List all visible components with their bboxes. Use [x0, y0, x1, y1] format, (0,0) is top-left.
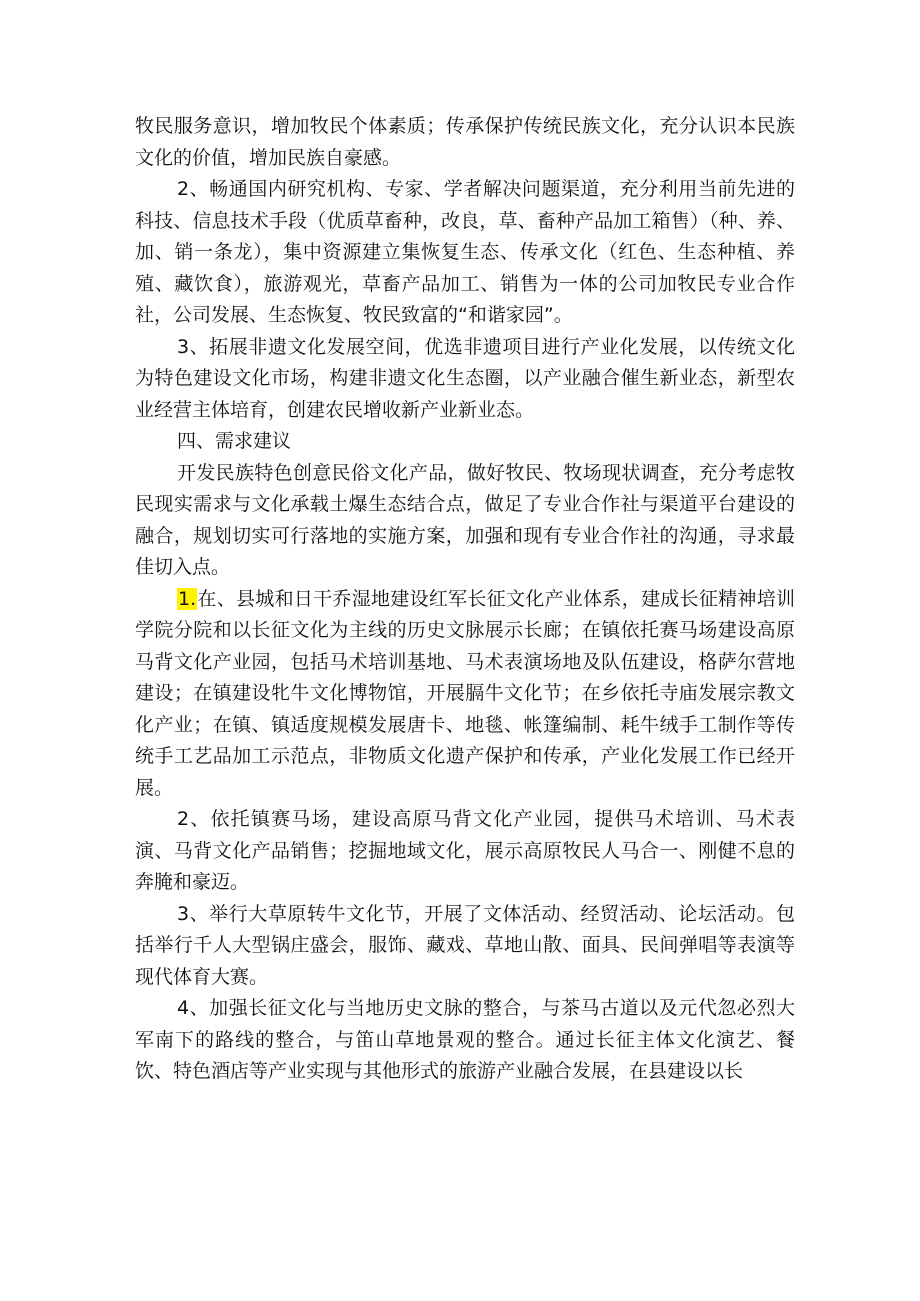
paragraph-research-channels: 2、畅通国内研究机构、专家、学者解决问题渠道，充分利用当前先进的科技、信息技术手段（优质草畜种，改良，草、畜种产品加工箱售）（种、养、加、销一条龙），集中资源建立集恢复生态、传承文化（红色、生态种植、养殖、藏饮食），旅游观光，草畜产品加工、销售为一体的公司加牧民专业合作社，公司发展、生态恢复、牧民致富的“和谐家园”。 — [135, 178, 795, 326]
document-page — [135, 111, 795, 1088]
paragraph-develop-products: 开发民族特色创意民俗文化产品，做好牧民、牧场现状调查，充分考虑牧民现实需求与文化承载土爆生态结合点，做足了专业合作社与渠道平台建设的融合，规划切实可行落地的实施方案，加强和现有专业合作社的沟通，寻求最佳切入点。 — [135, 461, 795, 578]
highlighted-list-marker: 1. — [178, 587, 197, 610]
section-heading-demand-suggestions: 四、需求建议 — [177, 430, 292, 452]
paragraph-culture-festival: 3、举行大草原转牛文化节，开展了文体活动、经贸活动、论坛活动。包括举行千人大型锅庄盛会，服饰、藏戏、草地山散、面具、民间弹唱等表演等现代体育大赛。 — [135, 902, 795, 988]
paragraph-horse-culture: 2、依托镇赛马场，建设高原马背文化产业园，提供马术培训、马术表演、马背文化产品销售；挖掘地域文化，展示高原牧民人马合一、刚健不息的奔腌和豪迈。 — [135, 808, 795, 893]
paragraph-intangible-heritage: 3、拓展非遗文化发展空间，优选非遗项目进行产业化发展，以传统文化为特色建设文化市场，构建非遗文化生态圈，以产业融合催生新业态，新型农业经营主体培育，创建农民增收新产业新业态。 — [135, 335, 795, 421]
paragraph-herder-awareness: 牧民服务意识，增加牧民个体素质；传承保护传统民族文化，充分认识本民族文化的价值，增加民族自豪感。 — [135, 115, 795, 169]
paragraph-long-march-text: 在、县城和日干乔湿地建设红军长征文化产业体系，建成长征精神培训学院分院和以长征文化为主线的历史文脉展示长廊；在镇依托赛马场建设高原马背文化产业园，包括马术培训基地、马术表演场地及队伍建设，格萨尔营地建设；在镇建设牝牛文化博物馆，开展膈牛文化节；在乡依托寺庙发展宗教文化产业；在镇、镇适度规模发展唐卡、地毯、帐篷编制、耗牛绒手工制作等传统手工艺品加工示范点，非物质文化遗产保护和传承，产业化发展工作已经开展。 — [135, 587, 795, 799]
paragraph-long-march-industry — [135, 584, 795, 805]
paragraph-long-march-integration: 4、加强长征文化与当地历史文脉的整合，与茶马古道以及元代忽必烈大军南下的路线的整合，与笛山草地景观的整合。通过长征主体文化演艺、餐饮、特色酒店等产业实现与其他形式的旅游产业融合发展，在县建设以长 — [135, 997, 795, 1082]
